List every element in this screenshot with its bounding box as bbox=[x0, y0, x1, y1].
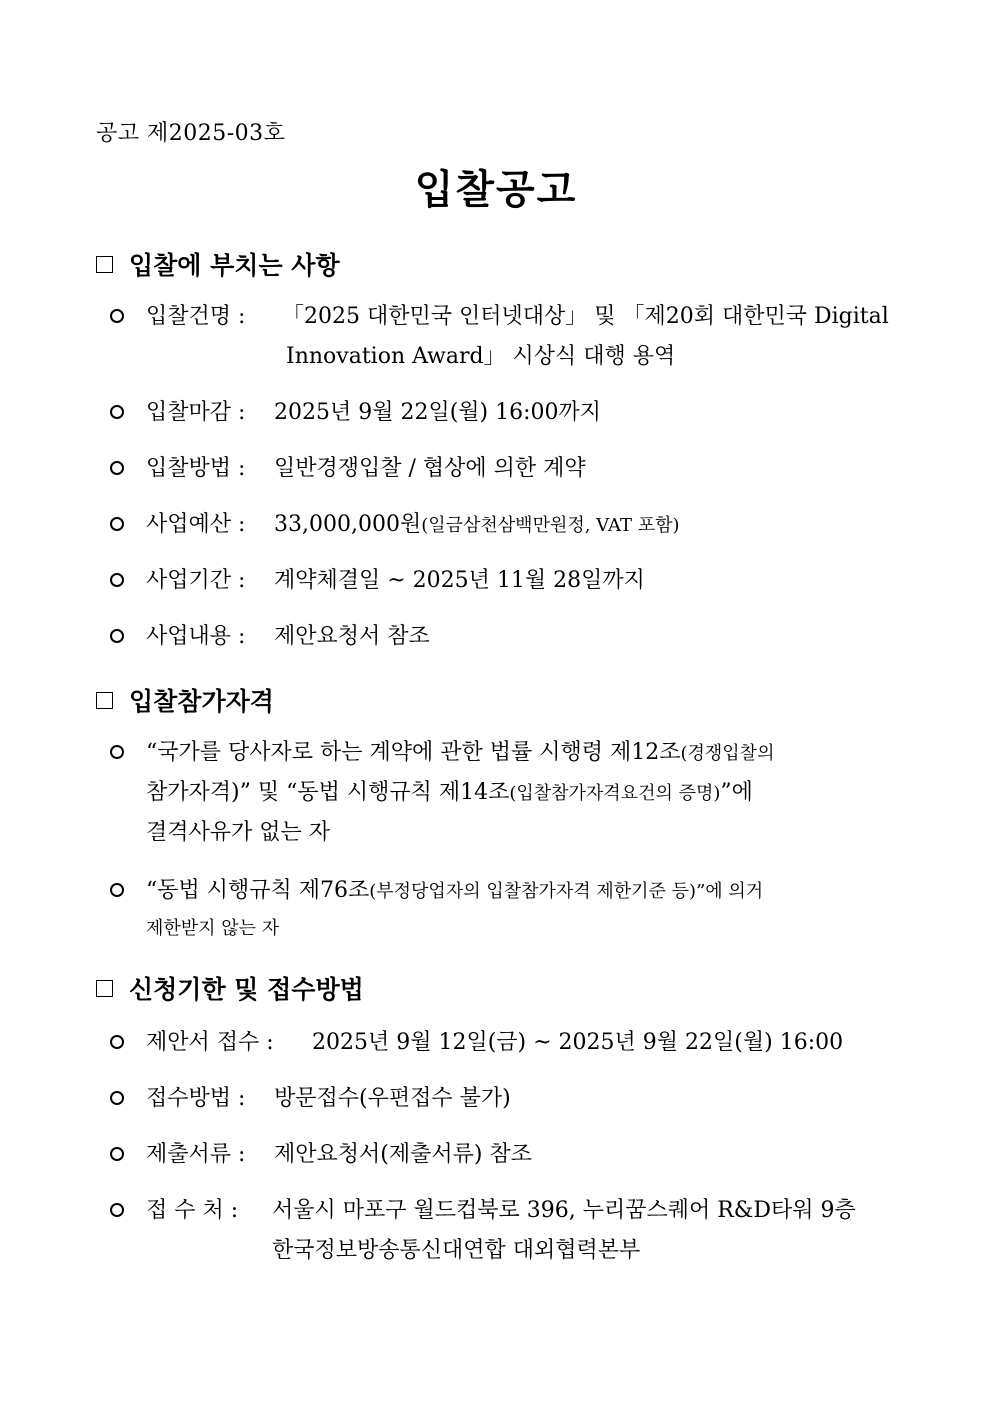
text-part-small: (부정당업자의 입찰참가자격 제한기준 등) bbox=[369, 881, 697, 902]
item-label: 접 수 처 : bbox=[146, 1198, 239, 1223]
item-text-line-3: 결격사유가 없는 자 bbox=[146, 820, 331, 845]
item-label: 입찰건명 : bbox=[146, 304, 246, 329]
checkbox-square-icon bbox=[96, 980, 113, 997]
text-part: 참가자격)” 및 “동법 시행규칙 제14조 bbox=[146, 780, 510, 805]
circle-bullet-icon bbox=[110, 309, 124, 323]
item-value bbox=[274, 506, 680, 545]
checkbox-square-icon bbox=[96, 256, 113, 273]
circle-bullet-icon bbox=[110, 1203, 124, 1217]
item-value-continued: 한국정보방송통신대연합 대외협력본부 bbox=[272, 1238, 641, 1263]
page-title: 입찰공고 bbox=[414, 167, 578, 213]
circle-bullet-icon bbox=[110, 629, 124, 643]
section-heading-label: 입찰참가자격 bbox=[129, 687, 274, 716]
item-value: 2025년 9월 12일(금) ~ 2025년 9월 22일(월) 16:00 bbox=[312, 1030, 844, 1055]
list-item-reception-place bbox=[110, 1192, 900, 1272]
item-text-line-2 bbox=[146, 774, 753, 813]
list-item-bid-name bbox=[110, 298, 900, 378]
circle-bullet-icon bbox=[110, 1091, 124, 1105]
item-label: 사업예산 : bbox=[146, 512, 246, 537]
item-label: 사업내용 : bbox=[146, 624, 246, 649]
item-text-line-1 bbox=[146, 734, 774, 773]
item-label: 입찰마감 : bbox=[146, 400, 246, 425]
item-text-line-1 bbox=[146, 872, 763, 911]
circle-bullet-icon bbox=[110, 1035, 124, 1049]
item-value-continued: Innovation Award」 시상식 대행 용역 bbox=[286, 344, 676, 369]
circle-bullet-icon bbox=[110, 461, 124, 475]
section-heading-bid-matters bbox=[96, 246, 340, 282]
item-value: 제안요청서(제출서류) 참조 bbox=[274, 1142, 532, 1167]
text-part: “국가를 당사자로 하는 계약에 관한 법률 시행령 제12조 bbox=[146, 740, 681, 765]
item-value bbox=[282, 298, 900, 336]
circle-bullet-icon bbox=[110, 405, 124, 419]
checkbox-square-icon bbox=[96, 692, 113, 709]
item-text-line-2: 제한받지 않는 자 bbox=[146, 918, 280, 939]
item-label: 사업기간 : bbox=[146, 568, 246, 593]
section-heading-label: 입찰에 부치는 사항 bbox=[129, 251, 340, 280]
text-part: “동법 시행규칙 제76조 bbox=[146, 878, 370, 903]
item-value: 일반경쟁입찰 / 협상에 의한 계약 bbox=[274, 456, 586, 481]
item-label: 입찰방법 : bbox=[146, 456, 246, 481]
item-value: 2025년 9월 22일(월) 16:00까지 bbox=[274, 400, 602, 425]
text-part-small: (입찰참가자격요건의 증명) bbox=[509, 783, 721, 804]
list-item-qualification-restriction bbox=[110, 872, 900, 952]
item-value: 서울시 마포구 월드컵북로 396, 누리꿈스퀘어 R&D타워 9층 bbox=[272, 1198, 856, 1223]
item-value: 방문접수(우편접수 불가) bbox=[274, 1086, 511, 1111]
circle-bullet-icon bbox=[110, 745, 124, 759]
text-part-small: (경쟁입찰의 bbox=[680, 743, 775, 764]
item-value: 제안요청서 참조 bbox=[274, 624, 430, 649]
text-part: ”에 bbox=[720, 780, 753, 805]
item-value: 계약체결일 ~ 2025년 11월 28일까지 bbox=[274, 568, 645, 593]
text-part-small: ”에 의거 bbox=[696, 881, 764, 902]
item-label: 제안서 접수 : bbox=[146, 1030, 274, 1055]
circle-bullet-icon bbox=[110, 573, 124, 587]
circle-bullet-icon bbox=[110, 1147, 124, 1161]
notice-number: 공고 제2025-03호 bbox=[96, 121, 286, 146]
item-label: 제출서류 : bbox=[146, 1142, 246, 1167]
section-heading-application bbox=[96, 970, 364, 1006]
circle-bullet-icon bbox=[110, 517, 124, 531]
item-label: 접수방법 : bbox=[146, 1086, 246, 1111]
section-heading-qualification bbox=[96, 682, 274, 718]
budget-note: (일금삼천삼백만원정, VAT 포함) bbox=[421, 515, 680, 536]
section-heading-label: 신청기한 및 접수방법 bbox=[129, 975, 364, 1004]
item-value-text: 「2025 대한민국 인터넷대상」 및 「제20회 대한민국 Digital bbox=[282, 304, 889, 329]
circle-bullet-icon bbox=[110, 883, 124, 897]
list-item-qualification-law bbox=[110, 734, 900, 854]
budget-amount: 33,000,000원 bbox=[274, 512, 422, 537]
